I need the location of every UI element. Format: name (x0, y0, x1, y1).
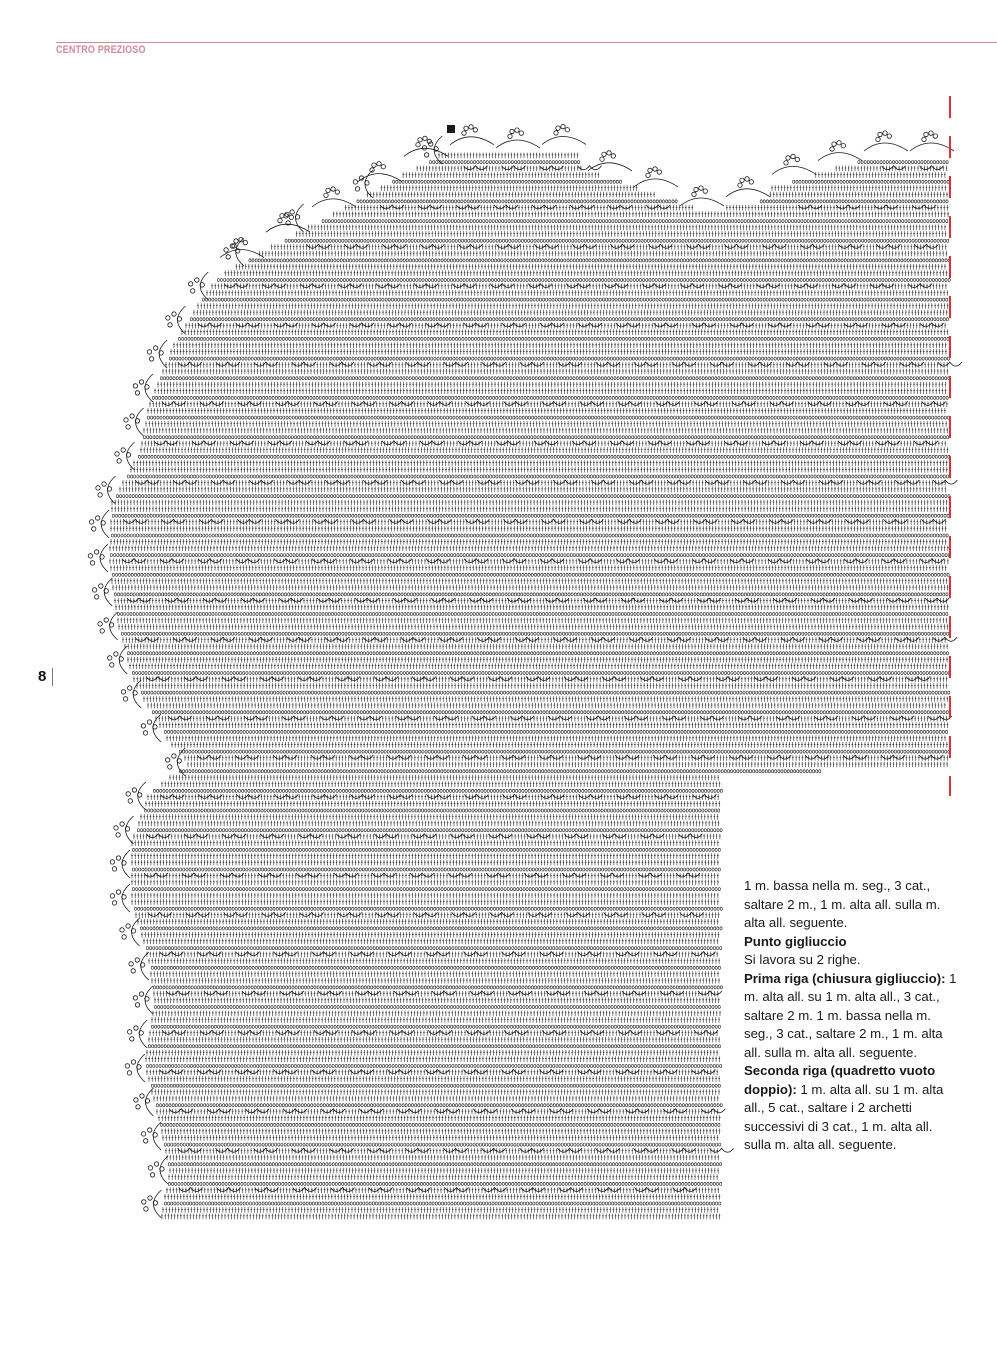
start-marker (447, 125, 455, 133)
row1-text: 1 m. alta all. su 1 m. alta all., 3 cat., saltare 2 m. 1 m. bassa nella m. seg., 3 cat., saltare 2 m., 1 m. alta all. sulla m. alta all. seguente. (744, 970, 957, 1060)
instructions-text (744, 877, 959, 1155)
row2-text: 1 m. alta all. su 1 m. alta all., 5 cat., saltare i 2 archetti successivi di 3 cat., 1 m. alta all. sulla m. alta all. seguente. (744, 1081, 944, 1152)
row2-title: Seconda riga (quadretto vuoto doppio): (744, 1063, 936, 1097)
row1-title: Prima riga (chiusura gigliuccio): (744, 970, 946, 986)
page-number: 8 (38, 668, 47, 685)
section-title: Punto gigliuccio (744, 933, 847, 949)
header-label: CENTRO PREZIOSO (56, 44, 146, 56)
page-number-rule (52, 668, 53, 686)
section-text: Si lavora su 2 righe. (744, 952, 861, 967)
instructions-intro: 1 m. bassa nella m. seg., 3 cat., saltare 2 m., 1 m. alta all. sulla m. alta all. seguente. (744, 878, 941, 930)
